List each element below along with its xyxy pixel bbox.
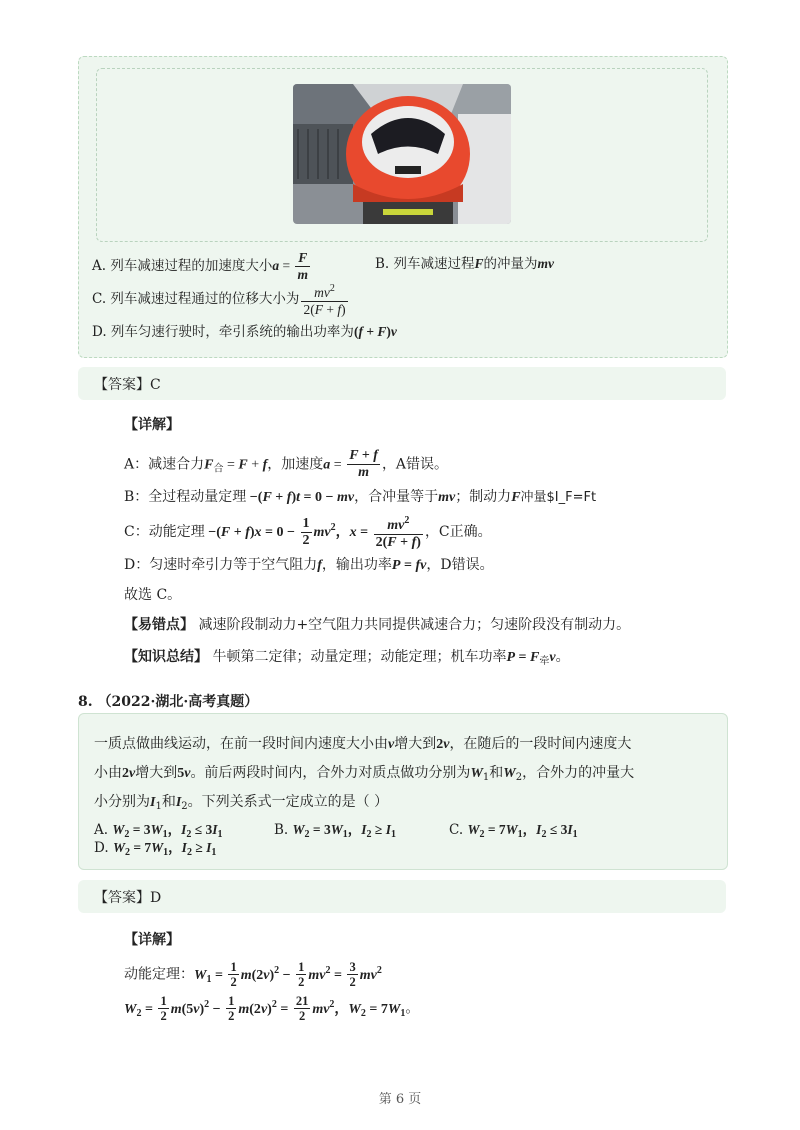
answer-bar-q7 — [78, 367, 726, 400]
q8-detail-line-2: $W_2$ = $\frac{1}{2}$ $m(5v)^2$ − $\frac{1}{2}$ $m(2v)^2$ = $\frac{21}{2}$ $mv^2$，$W_2 = 7W_1$。 — [124, 994, 420, 1023]
q8-stem-line-2: 小由2v增大到5v。前后两段时间内，合外力对质点做功分别为$W_1$和$W_2$，合外力的冲量大 — [94, 765, 635, 783]
option-b-mid: 的冲量为 — [483, 256, 538, 272]
page-footer: 第 6 页 — [378, 1092, 422, 1107]
fraction-displacement: $\frac{mv^2}{2(F + f)}$ — [303, 283, 346, 317]
option-a[interactable]: A. 列车减速过程的加速度大小a = $\frac{F}{m}$ — [92, 250, 308, 282]
fraction-f-over-m: $\frac{F}{m}$ — [297, 250, 308, 282]
option-d[interactable]: D. 列车匀速行驶时，牵引系统的输出功率为(f + F)v — [92, 324, 397, 340]
q8-stem-line-1: 一质点做曲线运动，在前一段时间内速度大小由v增大到2v，在随后的一段时间内速度大 — [94, 736, 632, 752]
knowledge-summary: 【知识总结】 牛顿第二定律；动量定理；动能定理；机车功率$P = F_牵v$。 — [124, 649, 570, 667]
q8-detail-line-1: 动能定理：$W_1$ = $\frac{1}{2}$ $m(2v)^2$ − $\frac{1}{2}$ $mv^2$ = $\frac{3}{2}$ $mv^2$ — [124, 960, 382, 989]
question-8-header: 8. （2022·湖北·高考真题） — [78, 694, 259, 710]
q8-option-d[interactable]: D. $W_2 = 7W_1$，$I_2 \ge I_1$ — [94, 840, 217, 858]
q8-option-c[interactable]: C. $W_2 = 7W_1$，$I_2 \le 3I_1$ — [449, 822, 578, 840]
q8-option-b[interactable]: B. $W_2 = 3W_1$，$I_2 \ge I_1$ — [274, 822, 396, 840]
answer-text: 【答案】C — [94, 377, 161, 393]
detail-title: 【详解】 — [124, 417, 180, 433]
option-c[interactable] — [92, 281, 350, 318]
q8-stem-line-3: 小分别为$I_1$和$I_2$。下列关系式一定成立的是（ ） — [94, 794, 389, 812]
option-b[interactable]: B. 列车减速过程F的冲量为mv — [375, 256, 555, 272]
train-image — [293, 84, 511, 224]
detail-c-line: C：动能定理 −(F + f)x = 0 − $\frac{1}{2}$ $mv^2$，x = $\frac{mv^2}{2(F + f)}$ ，C正确。 — [124, 515, 492, 550]
detail-b-line: B：全过程动量定理 −(F + f)t = 0 − mv，合冲量等于mv；制动力F冲量$I_F=Ft — [124, 489, 597, 505]
option-a-var: a — [272, 258, 280, 273]
option-c-text: C. 列车减速过程通过的位移大小为 — [92, 291, 300, 307]
q8-option-a[interactable]: A. $W_2 = 3W_1$，$I_2 \le 3I_1$ — [94, 822, 223, 840]
detail-title-q8: 【详解】 — [124, 932, 180, 948]
option-b-text: B. 列车减速过程 — [375, 256, 475, 272]
choose-line: 故选 C。 — [124, 587, 182, 603]
detail-a-line: A：减速合力$F_合 = F + f$，加速度a = $\frac{F + f}{m}$ ，A错误。 — [124, 448, 449, 480]
error-point: 【易错点】 减速阶段制动力+空气阻力共同提供减速合力；匀速阶段没有制动力。 — [124, 617, 631, 633]
answer-bar-q8 — [78, 880, 726, 913]
option-a-text: A. 列车减速过程的加速度大小 — [92, 258, 273, 274]
option-d-text: D. 列车匀速行驶时，牵引系统的输出功率为 — [92, 324, 354, 340]
answer-text-q8: 【答案】D — [94, 890, 162, 906]
detail-d-line: D：匀速时牵引力等于空气阻力f，输出功率P = fv，D错误。 — [124, 557, 494, 573]
